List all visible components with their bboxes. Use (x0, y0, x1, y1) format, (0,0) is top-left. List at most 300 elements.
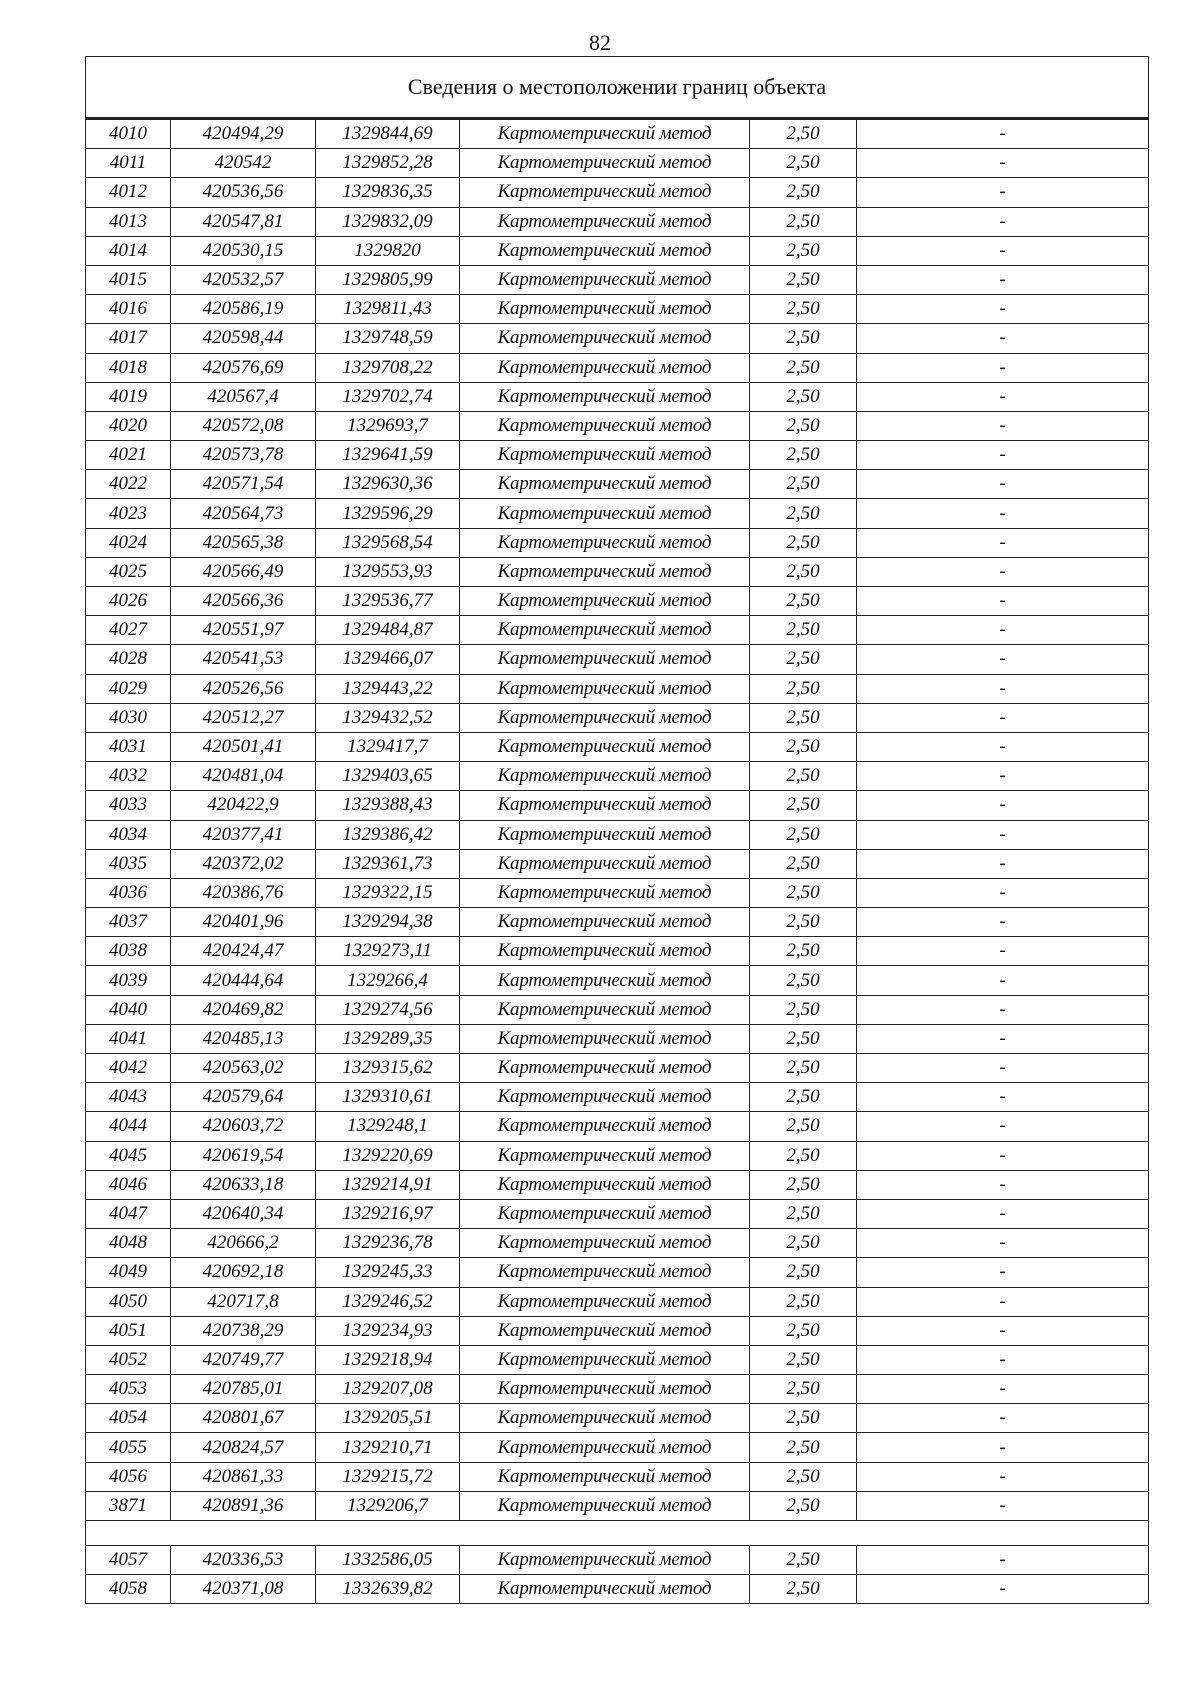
accuracy-cell: 2,50 (750, 382, 857, 411)
note-cell: - (857, 149, 1149, 178)
x-coordinate-cell: 420424,47 (171, 937, 316, 966)
note-cell: - (857, 966, 1149, 995)
note-cell: - (857, 1170, 1149, 1199)
point-number-cell: 4056 (86, 1462, 171, 1491)
x-coordinate-cell: 420401,96 (171, 908, 316, 937)
y-coordinate-cell: 1329388,43 (316, 791, 460, 820)
note-cell: - (857, 1404, 1149, 1433)
x-coordinate-cell: 420576,69 (171, 353, 316, 382)
accuracy-cell: 2,50 (750, 1491, 857, 1520)
method-cell: Картометрический метод (460, 966, 750, 995)
point-number-cell: 4042 (86, 1054, 171, 1083)
accuracy-cell: 2,50 (750, 732, 857, 761)
y-coordinate-cell: 1329205,51 (316, 1404, 460, 1433)
table-row (86, 1345, 1149, 1374)
accuracy-cell: 2,50 (750, 178, 857, 207)
table-row (86, 1316, 1149, 1345)
method-cell: Картометрический метод (460, 1316, 750, 1345)
note-cell: - (857, 528, 1149, 557)
point-number-cell: 4014 (86, 236, 171, 265)
point-number-cell: 4036 (86, 878, 171, 907)
note-cell: - (857, 1112, 1149, 1141)
table-row (86, 732, 1149, 761)
method-cell: Картометрический метод (460, 1199, 750, 1228)
method-cell: Картометрический метод (460, 441, 750, 470)
table-row (86, 441, 1149, 470)
table-row (86, 1491, 1149, 1520)
point-number-cell: 4053 (86, 1375, 171, 1404)
accuracy-cell: 2,50 (750, 557, 857, 586)
y-coordinate-cell: 1329432,52 (316, 703, 460, 732)
point-number-cell: 4037 (86, 908, 171, 937)
note-cell: - (857, 820, 1149, 849)
point-number-cell: 4052 (86, 1345, 171, 1374)
point-number-cell: 4044 (86, 1112, 171, 1141)
y-coordinate-cell: 1329702,74 (316, 382, 460, 411)
method-cell: Картометрический метод (460, 499, 750, 528)
point-number-cell: 4013 (86, 207, 171, 236)
point-number-cell: 4021 (86, 441, 171, 470)
accuracy-cell: 2,50 (750, 1404, 857, 1433)
table-row (86, 207, 1149, 236)
y-coordinate-cell: 1329220,69 (316, 1141, 460, 1170)
note-cell: - (857, 1199, 1149, 1228)
method-cell: Картометрический метод (460, 119, 750, 149)
x-coordinate-cell: 420386,76 (171, 878, 316, 907)
y-coordinate-cell: 1329294,38 (316, 908, 460, 937)
y-coordinate-cell: 1329215,72 (316, 1462, 460, 1491)
note-cell: - (857, 762, 1149, 791)
table-row (86, 966, 1149, 995)
point-number-cell: 4035 (86, 849, 171, 878)
table-row (86, 149, 1149, 178)
table-row (86, 791, 1149, 820)
point-number-cell: 4025 (86, 557, 171, 586)
table-row (86, 499, 1149, 528)
table-row (86, 382, 1149, 411)
y-coordinate-cell: 1329216,97 (316, 1199, 460, 1228)
note-cell: - (857, 674, 1149, 703)
note-cell: - (857, 732, 1149, 761)
y-coordinate-cell: 1329236,78 (316, 1229, 460, 1258)
accuracy-cell: 2,50 (750, 295, 857, 324)
table-row (86, 674, 1149, 703)
note-cell: - (857, 557, 1149, 586)
point-number-cell: 4058 (86, 1575, 171, 1604)
method-cell: Картометрический метод (460, 1287, 750, 1316)
point-number-cell: 4030 (86, 703, 171, 732)
y-coordinate-cell: 1329693,7 (316, 411, 460, 440)
note-cell: - (857, 1433, 1149, 1462)
table-row (86, 1404, 1149, 1433)
point-number-cell: 4019 (86, 382, 171, 411)
note-cell: - (857, 119, 1149, 149)
point-number-cell: 4050 (86, 1287, 171, 1316)
method-cell: Картометрический метод (460, 1491, 750, 1520)
y-coordinate-cell: 1329289,35 (316, 1024, 460, 1053)
accuracy-cell: 2,50 (750, 528, 857, 557)
accuracy-cell: 2,50 (750, 966, 857, 995)
x-coordinate-cell: 420565,38 (171, 528, 316, 557)
point-number-cell: 4041 (86, 1024, 171, 1053)
accuracy-cell: 2,50 (750, 908, 857, 937)
table-row (86, 849, 1149, 878)
point-number-cell: 4043 (86, 1083, 171, 1112)
x-coordinate-cell: 420566,36 (171, 587, 316, 616)
x-coordinate-cell: 420542 (171, 149, 316, 178)
table-row (86, 1083, 1149, 1112)
accuracy-cell: 2,50 (750, 1575, 857, 1604)
y-coordinate-cell: 1329214,91 (316, 1170, 460, 1199)
table-row (86, 1375, 1149, 1404)
boundary-coordinates-table (85, 56, 1149, 1604)
note-cell: - (857, 1575, 1149, 1604)
point-number-cell: 4033 (86, 791, 171, 820)
method-cell: Картометрический метод (460, 1258, 750, 1287)
y-coordinate-cell: 1329361,73 (316, 849, 460, 878)
table-row (86, 616, 1149, 645)
x-coordinate-cell: 420598,44 (171, 324, 316, 353)
table-row (86, 762, 1149, 791)
y-coordinate-cell: 1329248,1 (316, 1112, 460, 1141)
x-coordinate-cell: 420481,04 (171, 762, 316, 791)
accuracy-cell: 2,50 (750, 149, 857, 178)
table-row (86, 1199, 1149, 1228)
accuracy-cell: 2,50 (750, 1287, 857, 1316)
table-row (86, 645, 1149, 674)
x-coordinate-cell: 420530,15 (171, 236, 316, 265)
point-number-cell: 4049 (86, 1258, 171, 1287)
accuracy-cell: 2,50 (750, 587, 857, 616)
y-coordinate-cell: 1329322,15 (316, 878, 460, 907)
note-cell: - (857, 1345, 1149, 1374)
note-cell: - (857, 353, 1149, 382)
accuracy-cell: 2,50 (750, 499, 857, 528)
y-coordinate-cell: 1332586,05 (316, 1546, 460, 1575)
accuracy-cell: 2,50 (750, 1462, 857, 1491)
accuracy-cell: 2,50 (750, 353, 857, 382)
y-coordinate-cell: 1329596,29 (316, 499, 460, 528)
y-coordinate-cell: 1329386,42 (316, 820, 460, 849)
accuracy-cell: 2,50 (750, 1141, 857, 1170)
note-cell: - (857, 645, 1149, 674)
y-coordinate-cell: 1329553,93 (316, 557, 460, 586)
y-coordinate-cell: 1329630,36 (316, 470, 460, 499)
table-row (86, 908, 1149, 937)
note-cell: - (857, 1258, 1149, 1287)
table-row (86, 324, 1149, 353)
note-cell: - (857, 587, 1149, 616)
table-row (86, 820, 1149, 849)
accuracy-cell: 2,50 (750, 470, 857, 499)
y-coordinate-cell: 1329641,59 (316, 441, 460, 470)
table-row (86, 557, 1149, 586)
y-coordinate-cell: 1329210,71 (316, 1433, 460, 1462)
note-cell: - (857, 1083, 1149, 1112)
point-number-cell: 4022 (86, 470, 171, 499)
x-coordinate-cell: 420749,77 (171, 1345, 316, 1374)
page-number: 82 (589, 30, 611, 55)
x-coordinate-cell: 420603,72 (171, 1112, 316, 1141)
accuracy-cell: 2,50 (750, 207, 857, 236)
point-number-cell: 4016 (86, 295, 171, 324)
boundary-table-container (85, 56, 1148, 1604)
accuracy-cell: 2,50 (750, 762, 857, 791)
table-row (86, 1546, 1149, 1575)
method-cell: Картометрический метод (460, 528, 750, 557)
y-coordinate-cell: 1332639,82 (316, 1575, 460, 1604)
accuracy-cell: 2,50 (750, 995, 857, 1024)
note-cell: - (857, 1024, 1149, 1053)
table-row (86, 703, 1149, 732)
table-row (86, 119, 1149, 149)
method-cell: Картометрический метод (460, 1024, 750, 1053)
table-row (86, 411, 1149, 440)
note-cell: - (857, 703, 1149, 732)
method-cell: Картометрический метод (460, 1404, 750, 1433)
note-cell: - (857, 236, 1149, 265)
y-coordinate-cell: 1329708,22 (316, 353, 460, 382)
x-coordinate-cell: 420485,13 (171, 1024, 316, 1053)
note-cell: - (857, 295, 1149, 324)
accuracy-cell: 2,50 (750, 878, 857, 907)
accuracy-cell: 2,50 (750, 1258, 857, 1287)
point-number-cell: 4010 (86, 119, 171, 149)
method-cell: Картометрический метод (460, 1546, 750, 1575)
method-cell: Картометрический метод (460, 849, 750, 878)
x-coordinate-cell: 420536,56 (171, 178, 316, 207)
x-coordinate-cell: 420586,19 (171, 295, 316, 324)
x-coordinate-cell: 420666,2 (171, 1229, 316, 1258)
method-cell: Картометрический метод (460, 1170, 750, 1199)
x-coordinate-cell: 420824,57 (171, 1433, 316, 1462)
table-row (86, 1258, 1149, 1287)
note-cell: - (857, 908, 1149, 937)
note-cell: - (857, 1141, 1149, 1170)
point-number-cell: 4057 (86, 1546, 171, 1575)
x-coordinate-cell: 420692,18 (171, 1258, 316, 1287)
accuracy-cell: 2,50 (750, 820, 857, 849)
y-coordinate-cell: 1329234,93 (316, 1316, 460, 1345)
x-coordinate-cell: 420469,82 (171, 995, 316, 1024)
note-cell: - (857, 324, 1149, 353)
y-coordinate-cell: 1329274,56 (316, 995, 460, 1024)
point-number-cell: 4032 (86, 762, 171, 791)
y-coordinate-cell: 1329266,4 (316, 966, 460, 995)
x-coordinate-cell: 420444,64 (171, 966, 316, 995)
accuracy-cell: 2,50 (750, 441, 857, 470)
y-coordinate-cell: 1329207,08 (316, 1375, 460, 1404)
method-cell: Картометрический метод (460, 1575, 750, 1604)
table-row (86, 1024, 1149, 1053)
x-coordinate-cell: 420572,08 (171, 411, 316, 440)
method-cell: Картометрический метод (460, 1375, 750, 1404)
note-cell: - (857, 1546, 1149, 1575)
y-coordinate-cell: 1329484,87 (316, 616, 460, 645)
y-coordinate-cell: 1329273,11 (316, 937, 460, 966)
y-coordinate-cell: 1329820 (316, 236, 460, 265)
note-cell: - (857, 1229, 1149, 1258)
accuracy-cell: 2,50 (750, 1199, 857, 1228)
y-coordinate-cell: 1329568,54 (316, 528, 460, 557)
method-cell: Картометрический метод (460, 674, 750, 703)
accuracy-cell: 2,50 (750, 324, 857, 353)
point-number-cell: 4028 (86, 645, 171, 674)
point-number-cell: 4047 (86, 1199, 171, 1228)
table-body (86, 57, 1149, 1604)
y-coordinate-cell: 1329246,52 (316, 1287, 460, 1316)
y-coordinate-cell: 1329836,35 (316, 178, 460, 207)
point-number-cell: 4031 (86, 732, 171, 761)
y-coordinate-cell: 1329466,07 (316, 645, 460, 674)
note-cell: - (857, 791, 1149, 820)
method-cell: Картометрический метод (460, 353, 750, 382)
accuracy-cell: 2,50 (750, 1054, 857, 1083)
accuracy-cell: 2,50 (750, 703, 857, 732)
accuracy-cell: 2,50 (750, 674, 857, 703)
x-coordinate-cell: 420371,08 (171, 1575, 316, 1604)
method-cell: Картометрический метод (460, 411, 750, 440)
accuracy-cell: 2,50 (750, 1229, 857, 1258)
x-coordinate-cell: 420571,54 (171, 470, 316, 499)
point-number-cell: 4048 (86, 1229, 171, 1258)
method-cell: Картометрический метод (460, 1462, 750, 1491)
point-number-cell: 4039 (86, 966, 171, 995)
x-coordinate-cell: 420579,64 (171, 1083, 316, 1112)
note-cell: - (857, 849, 1149, 878)
table-row (86, 1141, 1149, 1170)
x-coordinate-cell: 420633,18 (171, 1170, 316, 1199)
method-cell: Картометрический метод (460, 1345, 750, 1374)
accuracy-cell: 2,50 (750, 791, 857, 820)
y-coordinate-cell: 1329245,33 (316, 1258, 460, 1287)
table-row (86, 587, 1149, 616)
method-cell: Картометрический метод (460, 557, 750, 586)
x-coordinate-cell: 420891,36 (171, 1491, 316, 1520)
table-row (86, 236, 1149, 265)
note-cell: - (857, 441, 1149, 470)
x-coordinate-cell: 420512,27 (171, 703, 316, 732)
table-row (86, 937, 1149, 966)
note-cell: - (857, 411, 1149, 440)
x-coordinate-cell: 420564,73 (171, 499, 316, 528)
note-cell: - (857, 499, 1149, 528)
table-row (86, 1462, 1149, 1491)
table-row (86, 878, 1149, 907)
y-coordinate-cell: 1329748,59 (316, 324, 460, 353)
method-cell: Картометрический метод (460, 236, 750, 265)
accuracy-cell: 2,50 (750, 849, 857, 878)
accuracy-cell: 2,50 (750, 411, 857, 440)
y-coordinate-cell: 1329218,94 (316, 1345, 460, 1374)
point-number-cell: 4051 (86, 1316, 171, 1345)
method-cell: Картометрический метод (460, 995, 750, 1024)
point-number-cell: 4038 (86, 937, 171, 966)
method-cell: Картометрический метод (460, 295, 750, 324)
table-row (86, 1054, 1149, 1083)
x-coordinate-cell: 420619,54 (171, 1141, 316, 1170)
y-coordinate-cell: 1329310,61 (316, 1083, 460, 1112)
method-cell: Картометрический метод (460, 178, 750, 207)
point-number-cell: 4011 (86, 149, 171, 178)
y-coordinate-cell: 1329206,7 (316, 1491, 460, 1520)
point-number-cell: 4055 (86, 1433, 171, 1462)
point-number-cell: 3871 (86, 1491, 171, 1520)
accuracy-cell: 2,50 (750, 1345, 857, 1374)
x-coordinate-cell: 420422,9 (171, 791, 316, 820)
note-cell: - (857, 265, 1149, 294)
note-cell: - (857, 1491, 1149, 1520)
accuracy-cell: 2,50 (750, 1024, 857, 1053)
note-cell: - (857, 470, 1149, 499)
point-number-cell: 4024 (86, 528, 171, 557)
separator-cell (86, 1521, 1149, 1546)
accuracy-cell: 2,50 (750, 937, 857, 966)
point-number-cell: 4027 (86, 616, 171, 645)
y-coordinate-cell: 1329315,62 (316, 1054, 460, 1083)
table-row (86, 995, 1149, 1024)
note-cell: - (857, 1054, 1149, 1083)
accuracy-cell: 2,50 (750, 1112, 857, 1141)
x-coordinate-cell: 420566,49 (171, 557, 316, 586)
accuracy-cell: 2,50 (750, 1546, 857, 1575)
x-coordinate-cell: 420717,8 (171, 1287, 316, 1316)
x-coordinate-cell: 420547,81 (171, 207, 316, 236)
point-number-cell: 4012 (86, 178, 171, 207)
table-row (86, 295, 1149, 324)
point-number-cell: 4026 (86, 587, 171, 616)
method-cell: Картометрический метод (460, 645, 750, 674)
accuracy-cell: 2,50 (750, 119, 857, 149)
point-number-cell: 4017 (86, 324, 171, 353)
method-cell: Картометрический метод (460, 587, 750, 616)
table-row (86, 528, 1149, 557)
x-coordinate-cell: 420738,29 (171, 1316, 316, 1345)
point-number-cell: 4020 (86, 411, 171, 440)
point-number-cell: 4029 (86, 674, 171, 703)
y-coordinate-cell: 1329832,09 (316, 207, 460, 236)
y-coordinate-cell: 1329403,65 (316, 762, 460, 791)
y-coordinate-cell: 1329811,43 (316, 295, 460, 324)
method-cell: Картометрический метод (460, 1433, 750, 1462)
note-cell: - (857, 1375, 1149, 1404)
y-coordinate-cell: 1329852,28 (316, 149, 460, 178)
table-row (86, 353, 1149, 382)
method-cell: Картометрический метод (460, 324, 750, 353)
note-cell: - (857, 995, 1149, 1024)
method-cell: Картометрический метод (460, 791, 750, 820)
accuracy-cell: 2,50 (750, 1433, 857, 1462)
note-cell: - (857, 1316, 1149, 1345)
method-cell: Картометрический метод (460, 820, 750, 849)
point-number-cell: 4046 (86, 1170, 171, 1199)
x-coordinate-cell: 420532,57 (171, 265, 316, 294)
method-cell: Картометрический метод (460, 732, 750, 761)
method-cell: Картометрический метод (460, 908, 750, 937)
accuracy-cell: 2,50 (750, 1375, 857, 1404)
x-coordinate-cell: 420573,78 (171, 441, 316, 470)
x-coordinate-cell: 420801,67 (171, 1404, 316, 1433)
accuracy-cell: 2,50 (750, 236, 857, 265)
y-coordinate-cell: 1329805,99 (316, 265, 460, 294)
method-cell: Картометрический метод (460, 616, 750, 645)
x-coordinate-cell: 420526,56 (171, 674, 316, 703)
x-coordinate-cell: 420640,34 (171, 1199, 316, 1228)
table-row (86, 1112, 1149, 1141)
table-row (86, 470, 1149, 499)
method-cell: Картометрический метод (460, 937, 750, 966)
method-cell: Картометрический метод (460, 265, 750, 294)
